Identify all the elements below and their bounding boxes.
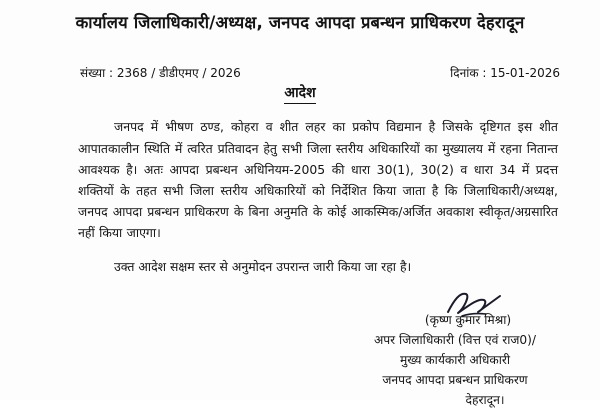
signatory-designation-2: मुख्य कार्यकारी अधिकारी (399, 353, 511, 367)
order-title: आदेश (284, 83, 315, 104)
signatory-designation-1: अपर जिलाधिकारी (वित्त एवं राज0)/ (373, 333, 537, 347)
signatory-place: देहरादून। (465, 393, 505, 407)
order-date: दिनांक : 15-01-2026 (450, 66, 560, 80)
office-title: कार्यालय जिलाधिकारी/अध्यक्ष, जनपद आपदा प्रबन्धन प्राधिकरण देहरादून (75, 13, 525, 32)
signatory-name: (कृष्ण कुमार मिश्रा) (424, 313, 512, 327)
order-body: जनपद में भीषण ठण्ड, कोहरा व शीत लहर का प्रकोप विद्यमान है जिसके दृष्टिगत इस शीत आपातकालीन स्थिति में त्वरित प्रतिवादन हेतु सभी जिला स्तरीय अधिकारियों का मुख्यालय में रहना नितान्त आवश्यक है। अतः आपदा प्रबन्धन अधिनियम-2005 की धारा 30(1), 30(2) व धारा 34 में प्रदत्त शक्तियों के तहत सभी जिला स्तरीय अधिकारियों को निर्देशित किया जाता है कि जिलाधिकारी/अध्यक्ष, जनपद आपदा प्रबन्धन प्राधिकरण के बिना अनुमति के कोई आकस्मिक/अर्जित अवकाश स्वीकृत/अग्रसारित नहीं किया जाएगा। (78, 119, 558, 241)
signatory-designation-3: जनपद आपदा प्रबन्धन प्राधिकरण (382, 373, 528, 387)
order-heading (0, 82, 600, 104)
approval-statement: उक्त आदेश सक्षम स्तर से अनुमोदन उपरान्त जारी किया जा रहा है। (114, 259, 412, 274)
reference-number: संख्या : 2368 / डीडीएमए / 2026 (80, 66, 241, 80)
signatory-block (340, 310, 570, 410)
